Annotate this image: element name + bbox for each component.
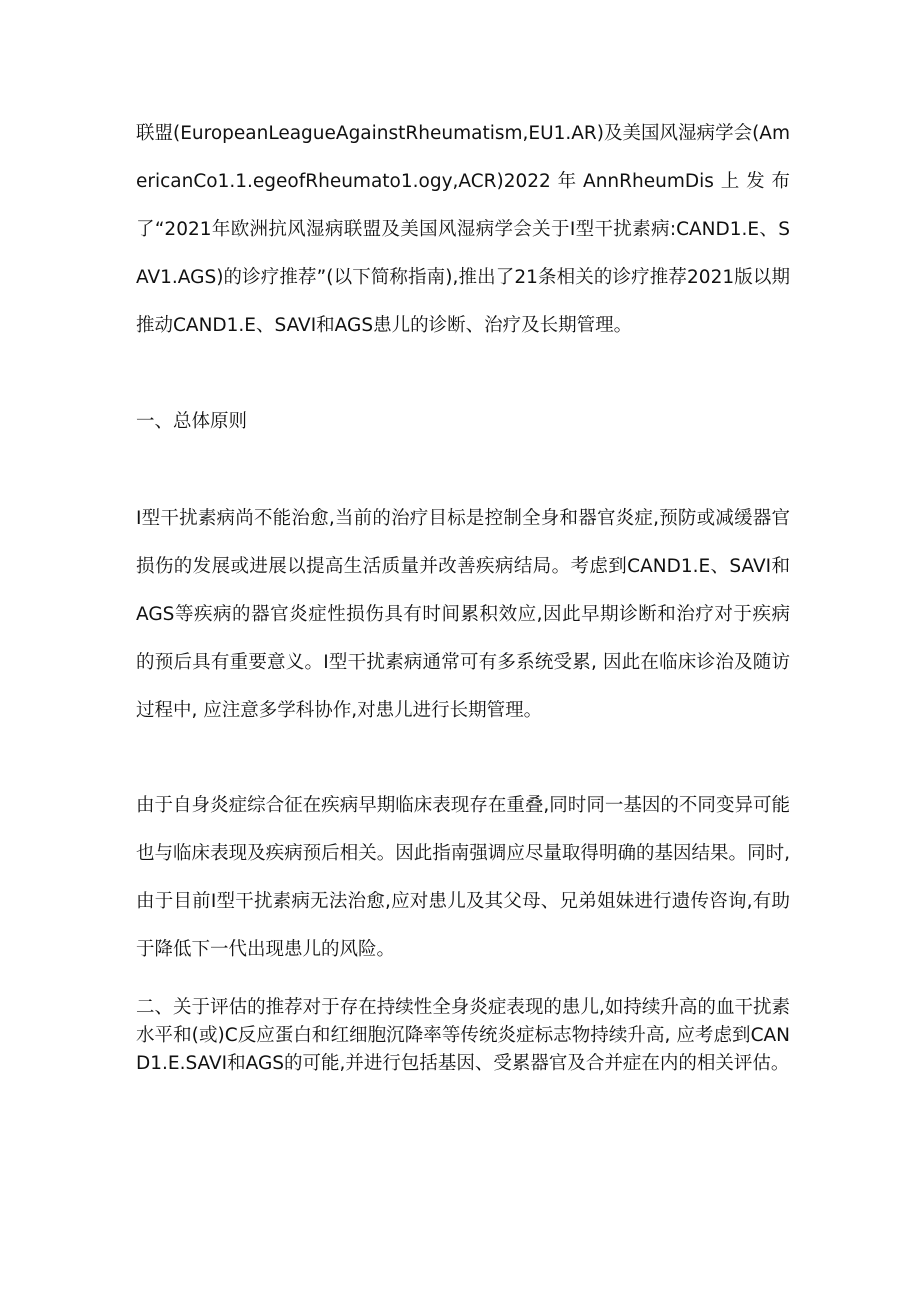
general-principles-paragraph-1: Ⅰ型干扰素病尚不能治愈,当前的治疗目标是控制全身和器官炎症,预防或减缓器官损伤的发展或进展以提高生活质量并改善疾病结局。考虑到CAND1.E、SAVI和AGS等疾病的器官炎症性损伤具有时间累积效应,因此早期诊断和治疗对于疾病的预后具有重要意义。Ⅰ型干扰素病通常可有多系统受累, 因此在临床诊治及随访过程中, 应注意多学科协作,对患儿进行长期管理。 (136, 508, 790, 721)
intro-paragraph: 联盟(EuropeanLeagueAgainstRheumatism,EU1.AR)及美国风湿病学会(AmericanCo1.1.egeofRheumato1.ogy,ACR)2022年AnnRheumDis上发布了“2021年欧洲抗风湿病联盟及美国风湿病学会关于Ⅰ型干扰素病:CAND1.E、SAV1.AGS)的诊疗推荐”(以下简称指南),推出了21条相关的诊疗推荐2021版以期推动CAND1.E、SAVI和AGS患儿的诊断、治疗及长期管理。 (136, 123, 790, 336)
assessment-recommendation-paragraph: 二、关于评估的推荐对于存在持续性全身炎症表现的患儿,如持续升高的血干扰素水平和(或)C反应蛋白和红细胞沉降率等传统炎症标志物持续升高, 应考虑到CAND1.E.SAVI和AGS的可能,并进行包括基因、受累器官及合并症在内的相关评估。 (136, 997, 790, 1074)
general-principles-paragraph-2: 由于自身炎症综合征在疾病早期临床表现存在重叠,同时同一基因的不同变异可能也与临床表现及疾病预后相关。因此指南强调应尽量取得明确的基因结果。同时,由于目前Ⅰ型干扰素病无法治愈,应对患儿及其父母、兄弟姐妹进行遗传咨询,有助于降低下一代出现患儿的风险。 (136, 795, 790, 960)
section-heading-general-principles: 一、总体原则 (136, 411, 248, 432)
